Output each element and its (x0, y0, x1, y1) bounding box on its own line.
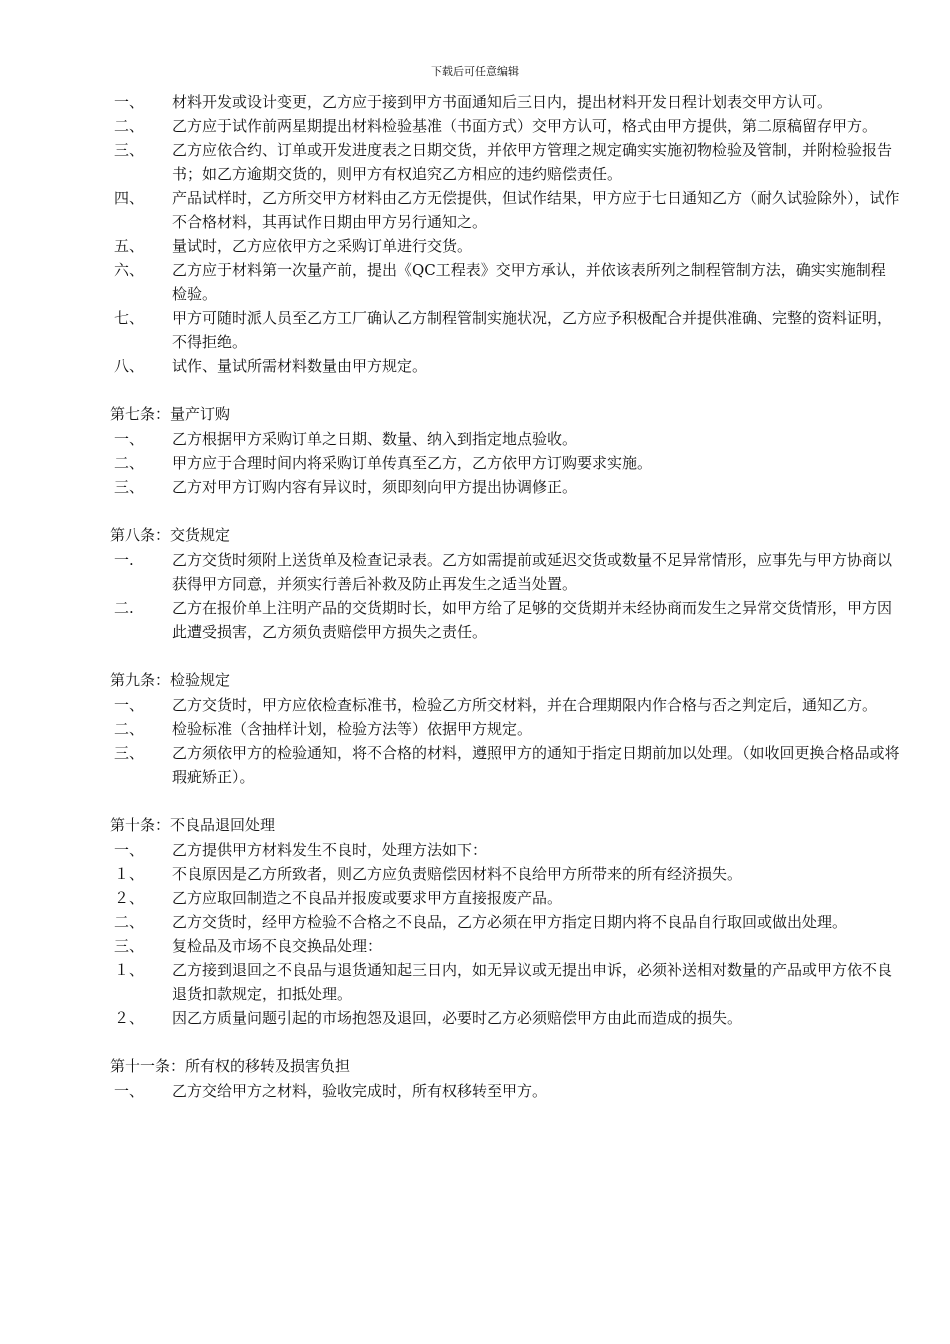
clause-text: 不良原因是乙方所致者，则乙方应负责赔偿因材料不良给甲方所带来的所有经济损失。 (172, 865, 743, 883)
clause-text: 试作、量试所需材料数量由甲方规定。 (172, 357, 428, 375)
article-heading: 第八条：交货规定 (110, 526, 231, 544)
clause-text: 乙方交给甲方之材料，验收完成时，所有权移转至甲方。 (172, 1082, 548, 1100)
clause-item (110, 548, 900, 596)
clause-item (110, 934, 900, 958)
clause-text: 乙方提供甲方材料发生不良时，处理方法如下： (172, 841, 488, 859)
clause-item (110, 958, 900, 1006)
clause-text: 乙方应取回制造之不良品并报废或要求甲方直接报废产品。 (172, 889, 563, 907)
clause-text: 乙方接到退回之不良品与退货通知起三日内，如无异议或无提出申诉，必须补送相对数量的产品或甲方依不良退货扣款规定，扣抵处理。 (172, 961, 893, 1003)
clause-item (110, 862, 900, 886)
clause-item (110, 90, 900, 114)
clause-number: 二、 (114, 720, 145, 738)
page-header: 下载后可任意编辑 (431, 65, 519, 78)
clause-text: 检验标准（含抽样计划，检验方法等）依据甲方规定。 (172, 720, 533, 738)
clause-text: 因乙方质量问题引起的市场抱怨及退回，必要时乙方必须赔偿甲方由此而造成的损失。 (172, 1009, 743, 1027)
clause-number: 一、 (114, 430, 145, 448)
clause-number: 七、 (114, 309, 145, 327)
clause-item (110, 475, 900, 499)
clause-item (110, 693, 900, 717)
clause-number: 三、 (114, 478, 145, 496)
article-heading: 第九条：检验规定 (110, 671, 231, 689)
clause-number: 四、 (114, 189, 145, 207)
clause-text: 乙方交货时，甲方应依检查标准书，检验乙方所交材料，并在合理期限内作合格与否之判定后，通知乙方。 (172, 696, 878, 714)
clause-number: １、 (114, 865, 145, 883)
clause-number: 一、 (114, 841, 145, 859)
article-heading: 第七条：量产订购 (110, 405, 231, 423)
clause-number: 二、 (114, 913, 145, 931)
article-heading: 第十一条：所有权的移转及损害负担 (110, 1057, 351, 1075)
clause-text: 乙方在报价单上注明产品的交货期时长，如甲方给了足够的交货期并未经协商而发生之异常交货情形，甲方因此遭受损害，乙方须负责赔偿甲方损失之责任。 (172, 599, 893, 641)
clause-number: 二、 (114, 454, 145, 472)
clause-number: １、 (114, 961, 145, 979)
clause-number: 八、 (114, 357, 145, 375)
clause-item (110, 306, 900, 354)
clause-number: 二. (114, 599, 134, 617)
clause-item (110, 451, 900, 475)
clause-item (110, 1079, 900, 1103)
clause-number: 五、 (114, 237, 145, 255)
article-heading: 第十条：不良品退回处理 (110, 816, 276, 834)
clause-text: 乙方应于材料第一次量产前，提出《QC工程表》交甲方承认，并依该表所列之制程管制方法，确实实施制程检验。 (172, 261, 886, 303)
clause-text: 乙方应于试作前两星期提出材料检验基准（书面方式）交甲方认可，格式由甲方提供，第二原稿留存甲方。 (172, 117, 878, 135)
clause-item (110, 1006, 900, 1030)
clause-text: 甲方可随时派人员至乙方工厂确认乙方制程管制实施状况，乙方应予积极配合并提供准确、完整的资料证明，不得拒绝。 (172, 309, 893, 351)
clause-number: 三、 (114, 937, 145, 955)
clause-item (110, 596, 900, 644)
clause-text: 乙方根据甲方采购订单之日期、数量、纳入到指定地点验收。 (172, 430, 578, 448)
clause-number: ２、 (114, 1009, 145, 1027)
clause-number: ２、 (114, 889, 145, 907)
clause-text: 乙方交货时须附上送货单及检查记录表。乙方如需提前或延迟交货或数量不足异常情形，应事先与甲方协商以获得甲方同意，并须实行善后补救及防止再发生之适当处置。 (172, 551, 893, 593)
clause-item (110, 741, 900, 789)
clause-item (110, 114, 900, 138)
clause-text: 甲方应于合理时间内将采购订单传真至乙方，乙方依甲方订购要求实施。 (172, 454, 653, 472)
clause-item (110, 886, 900, 910)
clause-item (110, 910, 900, 934)
clause-number: 二、 (114, 117, 145, 135)
clause-number: 一、 (114, 1082, 145, 1100)
clause-text: 乙方应依合约、订单或开发进度表之日期交货，并依甲方管理之规定确实实施初物检验及管制，并附检验报告书；如乙方逾期交货的，则甲方有权追究乙方相应的违约赔偿责任。 (172, 141, 893, 183)
clause-item (110, 234, 900, 258)
clause-text: 复检品及市场不良交换品处理： (172, 937, 383, 955)
clause-item (110, 186, 900, 234)
clause-number: 三、 (114, 141, 145, 159)
clause-text: 乙方须依甲方的检验通知，将不合格的材料，遵照甲方的通知于指定日期前加以处理。（如收回更换合格品或将瑕疵矫正）。 (172, 744, 900, 786)
clause-item (110, 717, 900, 741)
clause-item (110, 258, 900, 306)
clause-item (110, 838, 900, 862)
clause-number: 一、 (114, 93, 145, 111)
clause-item (110, 354, 900, 378)
clause-text: 材料开发或设计变更，乙方应于接到甲方书面通知后三日内，提出材料开发日程计划表交甲方认可。 (172, 93, 833, 111)
clause-item (110, 138, 900, 186)
clause-number: 一、 (114, 696, 145, 714)
clause-text: 乙方对甲方订购内容有异议时，须即刻向甲方提出协调修正。 (172, 478, 578, 496)
clause-number: 一. (114, 551, 134, 569)
clause-text: 产品试样时，乙方所交甲方材料由乙方无偿提供，但试作结果，甲方应于七日通知乙方（耐久试验除外），试作不合格材料，其再试作日期由甲方另行通知之。 (172, 189, 900, 231)
clause-number: 三、 (114, 744, 145, 762)
clause-text: 乙方交货时，经甲方检验不合格之不良品，乙方必须在甲方指定日期内将不良品自行取回或做出处理。 (172, 913, 848, 931)
clause-text: 量试时，乙方应依甲方之采购订单进行交货。 (172, 237, 473, 255)
clause-number: 六、 (114, 261, 145, 279)
clause-item (110, 427, 900, 451)
document-body (110, 90, 900, 1103)
